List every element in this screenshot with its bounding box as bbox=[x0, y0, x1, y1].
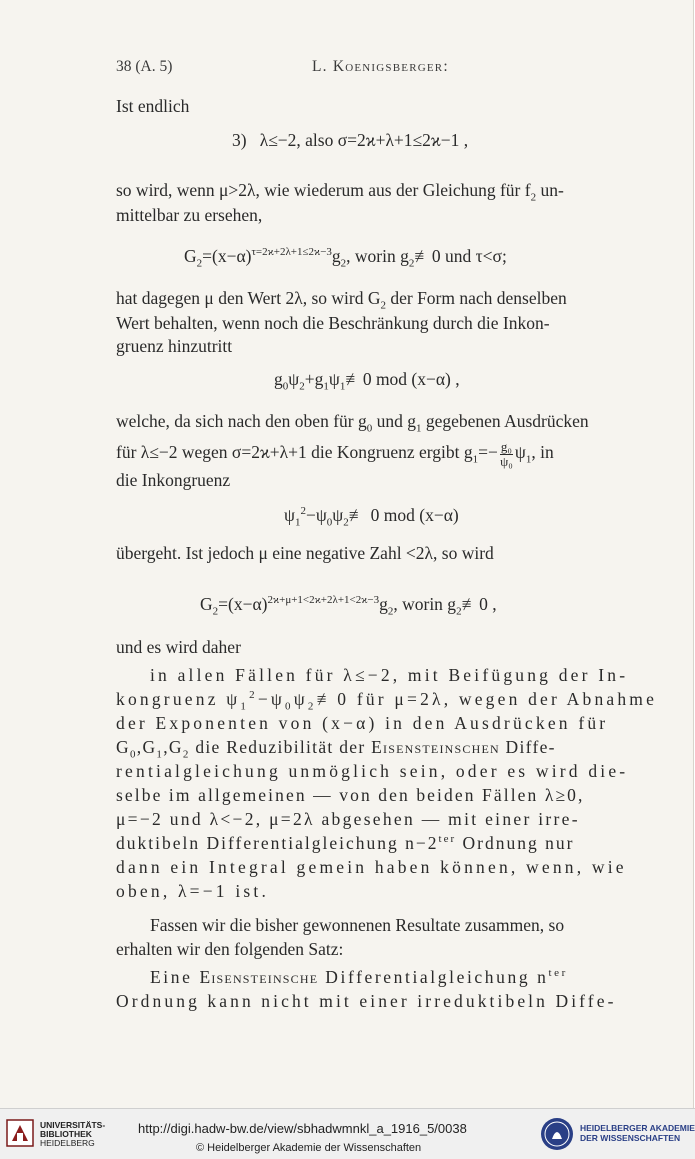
spaced-line: rentialgleichung unmöglich sein, oder es wird die- bbox=[116, 761, 629, 781]
library-name: UNIVERSITÄTS- BIBLIOTHEK HEIDELBERG bbox=[40, 1120, 106, 1148]
spaced-line: oben, λ=−1 ist. bbox=[116, 881, 270, 901]
text-line: und es wird daher bbox=[116, 637, 241, 657]
spaced-line: kongruenz $\psi_1^2-\psi_0\psi_2≢0$ für μ=2λ, wegen der Abnahme bbox=[116, 689, 658, 713]
spaced-line: der Exponenten von (x−α) in den Ausdrücken für bbox=[116, 713, 609, 733]
text-line: Ist endlich bbox=[116, 96, 190, 116]
text-line: mittelbar zu ersehen, bbox=[116, 205, 263, 225]
academy-name: HEIDELBERGER AKADEMIE DER WISSENSCHAFTEN bbox=[580, 1123, 695, 1143]
theorem-line: Ordnung kann nicht mit einer irreduktibeln Diffe- bbox=[116, 991, 617, 1011]
text-line: Fassen wir die bisher gewonnenen Resultate zusammen, so bbox=[150, 915, 565, 935]
text-line: die Inkongruenz bbox=[116, 470, 231, 490]
university-library-logo-icon bbox=[6, 1119, 34, 1147]
text-line: Wert behalten, wenn noch die Beschränkung durch die Inkon- bbox=[116, 313, 550, 333]
equation-3: 3) λ≤−2, also σ=2ϰ+λ+1≤2ϰ−1 , bbox=[232, 130, 469, 150]
equation-congruence-1: $g_0\psi_2+g_1\psi_1≢0$ mod (x−α) , bbox=[274, 369, 460, 393]
theorem-line: Eine Eisensteinsche Differentialgleichung $n^{ter}$ bbox=[150, 967, 568, 987]
page-reference: 38 (A. 5) bbox=[116, 58, 173, 75]
text-line: übergeht. Ist jedoch μ eine negative Zahl <2λ, so wird bbox=[116, 543, 494, 563]
spaced-line: $G_0,G_1,G_2$ die Reduzibilität der Eisensteinschen Diffe- bbox=[116, 737, 556, 761]
equation-g2: $G_2=(x-\alpha)^{\tau=2ϰ+2\lambda+1\le 2ϰ-3}g_2$, worin $g_2≢0$ und τ<σ; bbox=[184, 246, 507, 270]
spaced-line: selbe im allgemeinen — von den beiden Fällen λ≥0, bbox=[116, 785, 585, 805]
fraction: $\frac{\text{g₀}}{\text{ψ₀}}$ bbox=[500, 439, 513, 469]
text-line: hat dagegen μ den Wert 2λ, so wird $G_2$ der Form nach denselben bbox=[116, 288, 567, 312]
text-line: welche, da sich nach den oben für $g_0$ und $g_1$ gegebenen Ausdrücken bbox=[116, 411, 589, 435]
text-line: so wird, wenn μ>2λ, wie wiederum aus der Gleichung für $f_2$ un- bbox=[116, 180, 564, 204]
equation-congruence-2: $\psi_1^2-\psi_0\psi_2≢$ 0 mod (x−α) bbox=[284, 505, 459, 529]
academy-seal-icon bbox=[540, 1117, 574, 1151]
running-head-author: L. Koenigsberger: bbox=[312, 58, 449, 75]
text-line: erhalten wir den folgenden Satz: bbox=[116, 939, 344, 959]
spaced-line: duktibeln Differentialgleichung $n-2^{ter}$ Ordnung nur bbox=[116, 833, 575, 853]
text-line: gruenz hinzutritt bbox=[116, 336, 233, 356]
spaced-line: dann ein Integral gemein haben können, wenn, wie bbox=[116, 857, 627, 877]
spaced-line: μ=−2 und λ<−2, μ=2λ abgesehen — mit einer irre- bbox=[116, 809, 580, 829]
viewer-footer bbox=[0, 1108, 695, 1159]
copyright-notice: © Heidelberger Akademie der Wissenschaften bbox=[196, 1142, 422, 1154]
source-url-link[interactable]: http://digi.hadw-bw.de/view/sbhadwmnkl_a_1916_5/0038 bbox=[138, 1121, 467, 1136]
text-line: für λ≤−2 wegen σ=2ϰ+λ+1 die Kongruenz ergibt $g_1=-$ $\frac{\text{g₀}}{\text{ψ₀}}$ $\psi_1$, in bbox=[116, 439, 554, 469]
spaced-line: in allen Fällen für λ≤−2, mit Beifügung der In- bbox=[150, 665, 629, 685]
equation-g2-negative: $G_2=(x-\alpha)^{2ϰ+\mu+1<2ϰ+2\lambda+1<2ϰ-3}g_2$, worin $g_2≢0$ , bbox=[200, 594, 497, 618]
